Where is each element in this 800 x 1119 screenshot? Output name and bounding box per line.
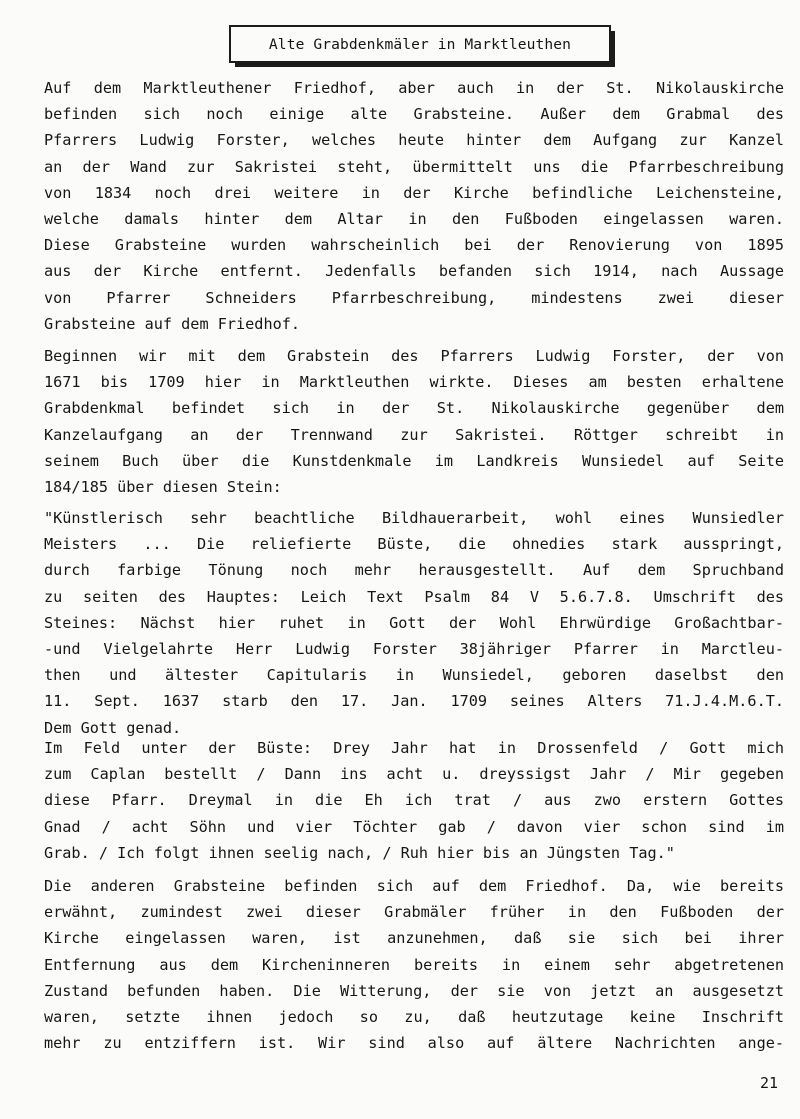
text-line: diese Pfarr. Dreymal in die Eh ich trat / aus zwo erstern Gottes (44, 791, 784, 810)
text-line: -und Vielgelahrte Herr Ludwig Forster 38jähriger Pfarrer in Marctleu- (44, 639, 784, 658)
text-line: Beginnen wir mit dem Grabstein des Pfarrers Ludwig Forster, der von (44, 347, 784, 365)
text-line: befinden sich noch einige alte Grabsteine. Außer dem Grabmal des (44, 105, 784, 124)
text-line: Die anderen Grabsteine befinden sich auf dem Friedhof. Da, wie bereits (44, 877, 784, 895)
paragraph-3-quote (44, 505, 784, 741)
text-line: durch farbige Tönung noch mehr herausgestellt. Auf dem Spruchband (44, 561, 784, 580)
text-line: Steines: Nächst hier ruhet in Gott der Wohl Ehrwürdige Großachtbar- (44, 613, 784, 632)
text-line: von Pfarrer Schneiders Pfarrbeschreibung, mindestens zwei dieser (44, 288, 784, 307)
text-line: waren, setzte ihnen jedoch so zu, daß heutzutage keine Inschrift (44, 1007, 784, 1026)
text-line: Kirche eingelassen waren, ist anzunehmen, daß sie sich bei ihrer (44, 929, 784, 948)
text-line: 184/185 über diesen Stein: (44, 477, 282, 496)
paragraph-2 (44, 343, 784, 500)
page-title: Alte Grabdenkmäler in Marktleuthen (229, 25, 611, 63)
text-line: Grabsteine auf dem Friedhof. (44, 314, 301, 333)
paragraph-1 (44, 75, 784, 337)
text-line: then und ältester Capitularis in Wunsiedel, geboren daselbst den (44, 666, 784, 685)
text-line: erwähnt, zumindest zwei dieser Grabmäler früher in den Fußboden der (44, 903, 784, 922)
text-line: Kanzelaufgang an der Trennwand zur Sakristei. Röttger schreibt in (44, 425, 784, 444)
text-line: Entfernung aus dem Kircheninneren bereits in einem sehr abgetretenen (44, 955, 784, 974)
text-line: Gnad / acht Söhn und vier Töchter gab / davon vier schon sind im (44, 817, 784, 836)
text-line: welche damals hinter dem Altar in den Fußboden eingelassen waren. (44, 209, 784, 228)
text-line: zu seiten des Hauptes: Leich Text Psalm 84 V 5.6.7.8. Umschrift des (44, 587, 784, 606)
page-number: 21 (759, 1074, 778, 1092)
text-line: Auf dem Marktleuthener Friedhof, aber auch in der St. Nikolauskirche (44, 79, 784, 97)
text-line: 11. Sept. 1637 starb den 17. Jan. 1709 seines Alters 71.J.4.M.6.T. (44, 692, 784, 711)
text-line: mehr zu entziffern ist. Wir sind also auf ältere Nachrichten ange- (44, 1034, 784, 1053)
text-line: "Künstlerisch sehr beachtliche Bildhauerarbeit, wohl eines Wunsiedler (44, 509, 784, 527)
text-line: zum Caplan bestellt / Dann ins acht u. dreyssigst Jahr / Mir gegeben (44, 765, 784, 784)
text-line: Zustand befunden haben. Die Witterung, der sie von jetzt an ausgesetzt (44, 981, 784, 1000)
text-line: Grabdenkmal befindet sich in der St. Nikolauskirche gegenüber dem (44, 399, 784, 418)
text-line: an der Wand zur Sakristei steht, übermittelt uns die Pfarrbeschreibung (44, 157, 784, 176)
text-line: Pfarrers Ludwig Forster, welches heute hinter dem Aufgang zur Kanzel (44, 131, 784, 150)
text-line: Im Feld unter der Büste: Drey Jahr hat in Drossenfeld / Gott mich (44, 739, 784, 757)
text-line: Meisters ... Die reliefierte Büste, die ohnedies stark ausspringt, (44, 535, 784, 554)
paragraph-4-quote (44, 735, 784, 866)
text-line: Dem Gott genad. (44, 718, 182, 737)
text-line: aus der Kirche entfernt. Jedenfalls befanden sich 1914, nach Aussage (44, 262, 784, 281)
text-line: Grab. / Ich folgt ihnen seelig nach, / Ruh hier bis an Jüngsten Tag." (44, 843, 675, 862)
text-line: Diese Grabsteine wurden wahrscheinlich bei der Renovierung von 1895 (44, 236, 784, 255)
paragraph-5 (44, 873, 784, 1056)
text-line: seinem Buch über die Kunstdenkmale im Landkreis Wunsiedel auf Seite (44, 451, 784, 470)
text-line: von 1834 noch drei weitere in der Kirche befindliche Leichensteine, (44, 183, 784, 202)
text-line: 1671 bis 1709 hier in Marktleuthen wirkte. Dieses am besten erhaltene (44, 373, 784, 392)
